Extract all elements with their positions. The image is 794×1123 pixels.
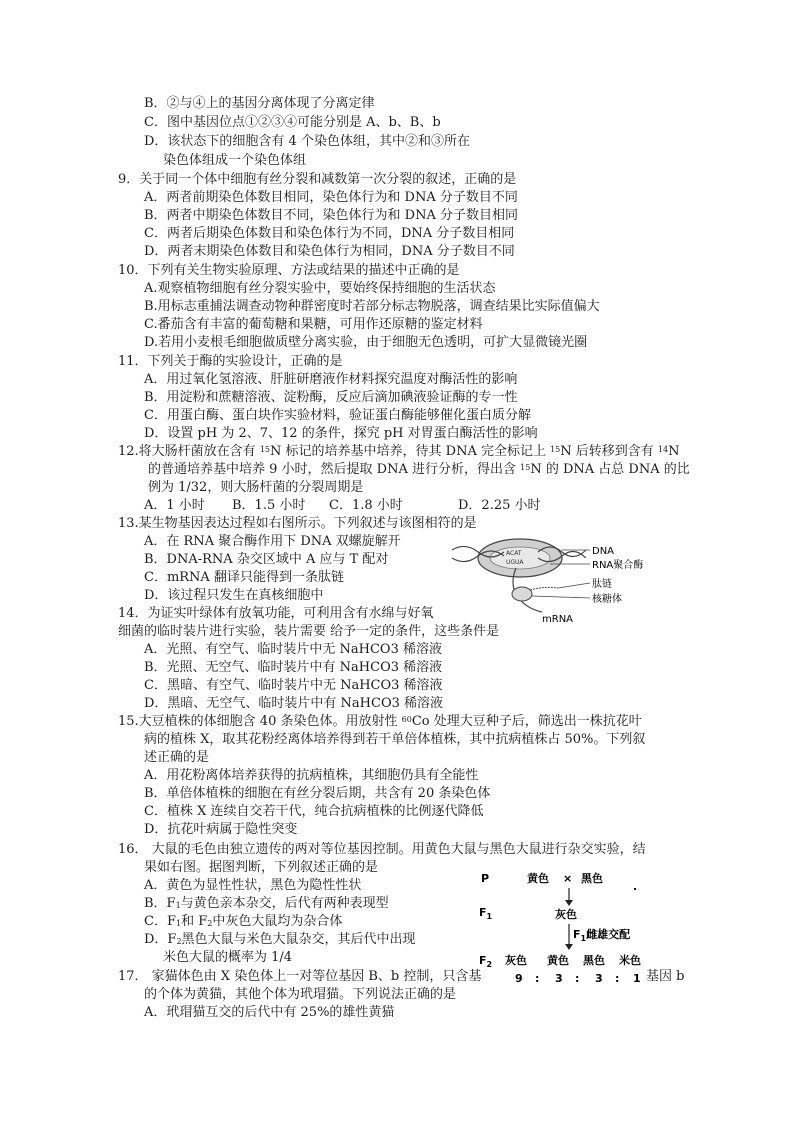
q17-stem-line1: 17． 家猫体色由 X 染色体上一对等位基因 B、b 控制，只含基 bbox=[118, 969, 482, 984]
f2-generation-label: $F_2$ bbox=[479, 954, 493, 969]
q11-option-d: D．设置 pH 为 2、7、12 的条件，探究 pH 对胃蛋白酶活性的影响 bbox=[144, 426, 538, 441]
rna-sequence: UGUA bbox=[506, 559, 524, 566]
dna-label: DNA bbox=[592, 546, 615, 557]
f1-gray: 灰色 bbox=[555, 908, 577, 921]
p-generation-label: P bbox=[481, 872, 490, 885]
q13-option-a: A．在 RNA 聚合酶作用下 DNA 双螺旋解开 bbox=[144, 534, 401, 549]
q10-option-b: B.用标志重捕法调查动物种群密度时若部分标志物脱落，调查结果比实际值偏大 bbox=[144, 299, 600, 314]
parent-yellow: 黄色 bbox=[527, 872, 549, 885]
f1-selfcross-label: $F_1$雌雄交配 bbox=[573, 928, 631, 943]
ratio-3b: 3 bbox=[595, 972, 603, 985]
q17-stem-cut-text: 基因 b bbox=[646, 969, 685, 984]
q15-stem-line3: 述正确的是 bbox=[144, 750, 210, 765]
q15-stem-line2: 病的植株 X，取其花粉经离体培养得到若干单倍体植株，其中抗病植株占 50%。下列叙 bbox=[144, 732, 646, 747]
q16-option-a: A．黄色为显性性状，黑色为隐性性状 bbox=[144, 878, 362, 893]
f2-gray: 灰色 bbox=[505, 954, 527, 967]
q14-stem-line2: 细菌的临时装片进行实验，装片需要 给予一定的条件，这些条件是 bbox=[118, 624, 500, 639]
q16-option-d-cont: 米色大鼠的概率为 1/4 bbox=[163, 950, 293, 965]
q16-option-d: D．$F_2$黑色大鼠与米色大鼠杂交，其后代中出现 bbox=[144, 932, 416, 947]
q9-option-d: D．两者末期染色体数目和染色体行为相同，DNA 分子数目不同 bbox=[144, 244, 515, 259]
q16-option-c: C．$F_1$和 $F_2$中灰色大鼠均为杂合体 bbox=[144, 914, 343, 929]
q12-option-c: C．1.8 小时 bbox=[329, 498, 403, 513]
q12-stem-line1: 12.将大肠杆菌放在含有 $^{15}$N 标记的培养基中培养，待其 DNA 完全标记上 $^{15}$N 后转移到含有 $^{14}$N bbox=[118, 444, 680, 459]
ribosome-label: 核糖体 bbox=[592, 594, 622, 605]
q9-option-a: A．两者前期染色体数目相同，染色体行为和 DNA 分子数目不同 bbox=[144, 190, 518, 205]
peptide-label: 肽链 bbox=[592, 579, 612, 590]
cross-symbol: × bbox=[563, 872, 573, 885]
q10-option-a: A.观察植物细胞有丝分裂实验中，要始终保持细胞的生活状态 bbox=[144, 281, 496, 296]
q16-stem-line1: 16． 大鼠的毛色由独立遗传的两对等位基因控制。用黄色大鼠与黑色大鼠进行杂交实验，结 bbox=[118, 842, 646, 857]
q15-stem-line1: 15.大豆植株的体细胞含 40 条染色体。用放射性 $^{60}$Co 处理大豆种子后，筛选出一株抗花叶 bbox=[118, 714, 642, 729]
q9-stem: 9．关于同一个体中细胞有丝分裂和减数第一次分裂的叙述，正确的是 bbox=[118, 172, 517, 187]
q11-option-a: A．用过氧化氢溶液、肝脏研磨液作材料探究温度对酶活性的影响 bbox=[144, 372, 518, 387]
ribosome-shape bbox=[512, 587, 532, 601]
ratio-colon-3: : bbox=[615, 972, 620, 985]
ratio-colon-2: : bbox=[575, 972, 580, 985]
q13-option-c: C．mRNA 翻译只能得到一条肽链 bbox=[144, 570, 344, 585]
cross-diagram bbox=[475, 866, 675, 988]
q14-option-a: A．光照、有空气、临时装片中无 NaHCO3 稀溶液 bbox=[144, 642, 442, 657]
f2-yellow: 黄色 bbox=[547, 954, 569, 967]
q14-stem-line1: 14．为证实叶绿体有放氧功能，可利用含有水绵与好氧 bbox=[118, 606, 434, 621]
cross-figure bbox=[475, 866, 675, 988]
q12-stem-line2: 的普通培养基中培养 9 小时，然后提取 DNA 进行分析，得出含 $^{15}$N 的 DNA 占总 DNA 的比 bbox=[148, 462, 690, 477]
q13-option-b: B．DNA-RNA 杂交区域中 A 应与 T 配对 bbox=[144, 552, 389, 567]
q8-option-c: C．图中基因位点①②③④可能分别是 A、b、B、b bbox=[144, 115, 441, 130]
q17-stem-line2: 的个体为黄猫，其他个体为玳瑁猫。下列说法正确的是 bbox=[144, 987, 457, 1002]
ratio-colon-1: : bbox=[535, 972, 540, 985]
mrna-label: mRNA bbox=[542, 614, 574, 625]
q12-option-b: B．1.5 小时 bbox=[232, 498, 306, 513]
q8-option-b: B．②与④上的基因分离体现了分离定律 bbox=[144, 96, 375, 111]
q9-option-b: B．两者中期染色体数目不同，染色体行为和 DNA 分子数目相同 bbox=[144, 208, 519, 223]
q11-option-c: C．用蛋白酶、蛋白块作实验材料，验证蛋白酶能够催化蛋白质分解 bbox=[144, 408, 531, 423]
ratio-1: 1 bbox=[633, 972, 641, 985]
q12-option-d: D．2.25 小时 bbox=[458, 498, 541, 513]
rna-polymerase-label: RNA聚合酶 bbox=[592, 560, 644, 571]
ratio-3a: 3 bbox=[555, 972, 563, 985]
template-sequence: ACAT bbox=[506, 550, 522, 557]
gene-expression-figure bbox=[450, 528, 670, 628]
q10-option-d: D.若用小麦根毛细胞做质壁分离实验，由于细胞无色透明，可扩大显微镜光圈 bbox=[144, 335, 588, 350]
peptide-chain bbox=[530, 587, 558, 590]
q13-option-d: D．该过程只发生在真核细胞中 bbox=[144, 588, 324, 603]
f1-generation-label: $F_1$ bbox=[479, 906, 493, 921]
q12-stem-line3: 例为 1/32，则大肠杆菌的分裂周期是 bbox=[148, 480, 364, 495]
q11-stem: 11．下列关于酶的实验设计，正确的是 bbox=[118, 354, 343, 369]
q15-option-a: A．用花粉离体培养获得的抗病植株，其细胞仍具有全能性 bbox=[144, 768, 479, 783]
ratio-9: 9 bbox=[515, 972, 523, 985]
q14-option-b: B．光照、无空气、临时装片中有 NaHCO3 稀溶液 bbox=[144, 660, 443, 675]
q16-stem-line2: 果如右图。据图判断，下列叙述正确的是 bbox=[144, 860, 379, 875]
parent-black: 黑色 bbox=[581, 872, 603, 885]
q15-option-b: B．单倍体植株的细胞在有丝分裂后期，共含有 20 条染色体 bbox=[144, 786, 491, 801]
q10-stem: 10．下列有关生物实验原理、方法或结果的描述中正确的是 bbox=[118, 263, 460, 278]
q8-option-d: D．该状态下的细胞含有 4 个染色体组，其中②和③所在 bbox=[144, 134, 470, 149]
q15-option-c: C．植株 X 连续自交若干代，纯合抗病植株的比例逐代降低 bbox=[144, 804, 484, 819]
q9-option-c: C．两者后期染色体数目和染色体行为不同，DNA 分子数目相同 bbox=[144, 226, 515, 241]
q17-option-a: A．玳瑁猫互交的后代中有 25%的雄性黄猫 bbox=[144, 1005, 395, 1020]
q13-stem: 13.某生物基因表达过程如右图所示。下列叙述与该图相符的是 bbox=[118, 516, 477, 531]
q8-option-d-cont: 染色体组成一个染色体组 bbox=[163, 153, 307, 168]
q16-option-b: B．$F_1$与黄色亲本杂交，后代有两种表现型 bbox=[144, 896, 389, 911]
f2-rice: 米色 bbox=[619, 954, 641, 967]
q10-option-c: C.番茄含有丰富的葡萄糖和果糖，可用作还原糖的鉴定材料 bbox=[144, 317, 483, 332]
q15-option-d: D．抗花叶病属于隐性突变 bbox=[144, 822, 298, 837]
svg-text:.: . bbox=[633, 880, 638, 893]
q14-option-d: D．黑暗、无空气、临时装片中有 NaHCO3 稀溶液 bbox=[144, 696, 444, 711]
q14-option-c: C．黑暗、有空气、临时装片中无 NaHCO3 稀溶液 bbox=[144, 678, 443, 693]
q11-option-b: B．用淀粉和蔗糖溶液、淀粉酶，反应后滴加碘液验证酶的专一性 bbox=[144, 390, 518, 405]
gene-expression-diagram bbox=[450, 528, 670, 628]
q12-option-a: A．1 小时 bbox=[144, 498, 205, 513]
f2-black: 黑色 bbox=[583, 954, 605, 967]
